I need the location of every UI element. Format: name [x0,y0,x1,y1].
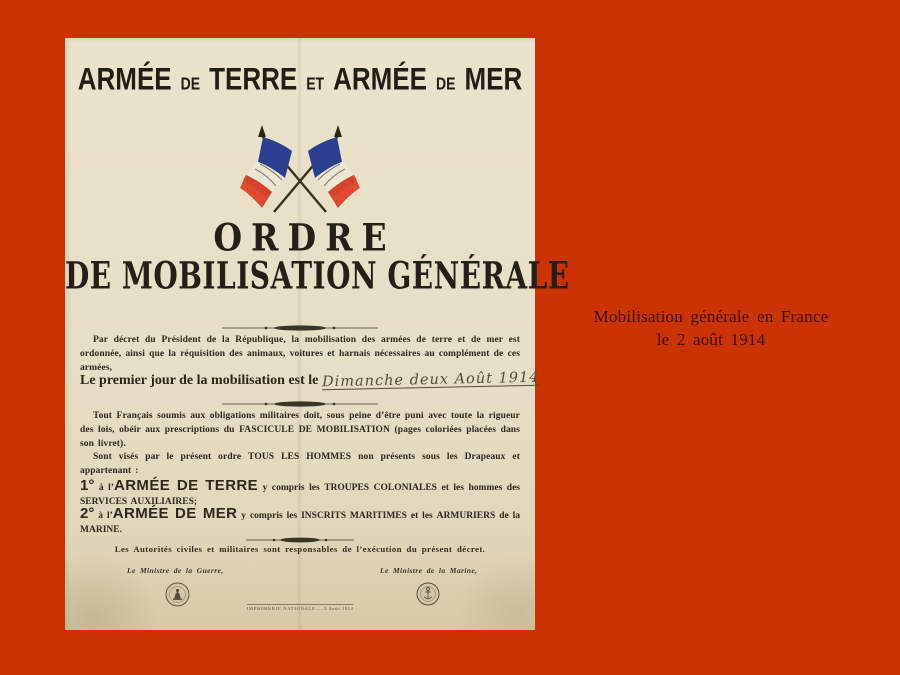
headline-word: DE [436,73,456,93]
headline-word: TERRE [209,60,298,97]
scope-paragraph [80,451,520,479]
armee-de-terre-caps: ARMÉE DE TERRE [113,477,259,494]
marine-bold: MARINE. [80,525,122,536]
item-text: et les [406,511,437,521]
headline-word: MER [464,60,523,97]
handwritten-date: Dimanche deux Août 1914 [321,369,540,391]
tous-les-hommes-bold: TOUS LES HOMMES [248,452,352,462]
armee-de-mer-caps: ARMÉE DE MER [112,505,238,522]
poster-title-ordre: ORDRE [213,216,396,260]
item-number: 2° [80,505,95,522]
headline-word: ARMÉE [77,60,172,97]
troupes-coloniales-bold: TROUPES COLONIALES [324,483,437,493]
item-text: à l’ [94,511,113,521]
item-text: à l’ [94,483,114,493]
item-text: et les hommes des [436,483,520,493]
scope-text: Sont visés par le présent ordre [93,452,249,462]
fascicule-bold: FASCICULE DE MOBILISATION [239,424,390,435]
printer-imprint [65,597,535,615]
armuriers-bold: ARMURIERS [436,511,496,521]
crossed-french-flags-icon [238,124,362,221]
obligations-text: (pages coloriées placées dans son livret). [80,424,520,449]
first-day-line [80,369,540,391]
item-number: 1° [80,477,95,494]
services-auxiliaires-bold: SERVICES AUXILIAIRES; [80,497,198,508]
item-text: de la [495,511,521,521]
inscrits-maritimes-bold: INSCRITS MARITIMES [301,511,407,521]
headline-word: ET [306,73,325,93]
signature-minister-of-war: Le Ministre de la Guerre, [127,566,224,575]
first-day-label: Le premier jour de la mobilisation est le [80,373,322,388]
responsibility-line: Les Autorités civiles et militaires sont responsables de l’exécution du présent décret. [114,544,486,554]
poster-headline [65,60,535,98]
signature-minister-of-marine: Le Ministre de la Marine, [380,566,478,575]
obligations-text: Tout Français soumis aux obligations militaires doit, sous peine d’être puni avec toute la rigueur des lois, obéir aux prescriptions du [80,411,520,435]
headline-word: ARMÉE [333,60,428,97]
caption-line-1: Mobilisation générale en France [593,307,829,326]
obligations-paragraph [80,410,520,451]
item-text: y compris les [258,483,325,493]
decree-paragraph: Par décret du Président de la République, la mobilisation des armées de terre et de mer est ordonnée, ainsi que la réquisition des animaux, voitures et harnais nécessaires au complément de ces armées, [80,335,520,373]
headline-word: DE [180,73,201,93]
mobilization-poster [65,38,570,630]
slide-caption [571,306,851,352]
scope-text: non présents sous les Drapeaux et appartenant : [80,452,520,476]
caption-line-2: le 2 août 1914 [656,329,766,349]
printer-imprint-text: IMPRIMERIE NATIONALE — 3 Août 1914 [247,604,354,612]
poster-title-mobilisation: DE MOBILISATION GÉNÉRALE [65,254,570,298]
item-text: y compris les [237,511,302,521]
